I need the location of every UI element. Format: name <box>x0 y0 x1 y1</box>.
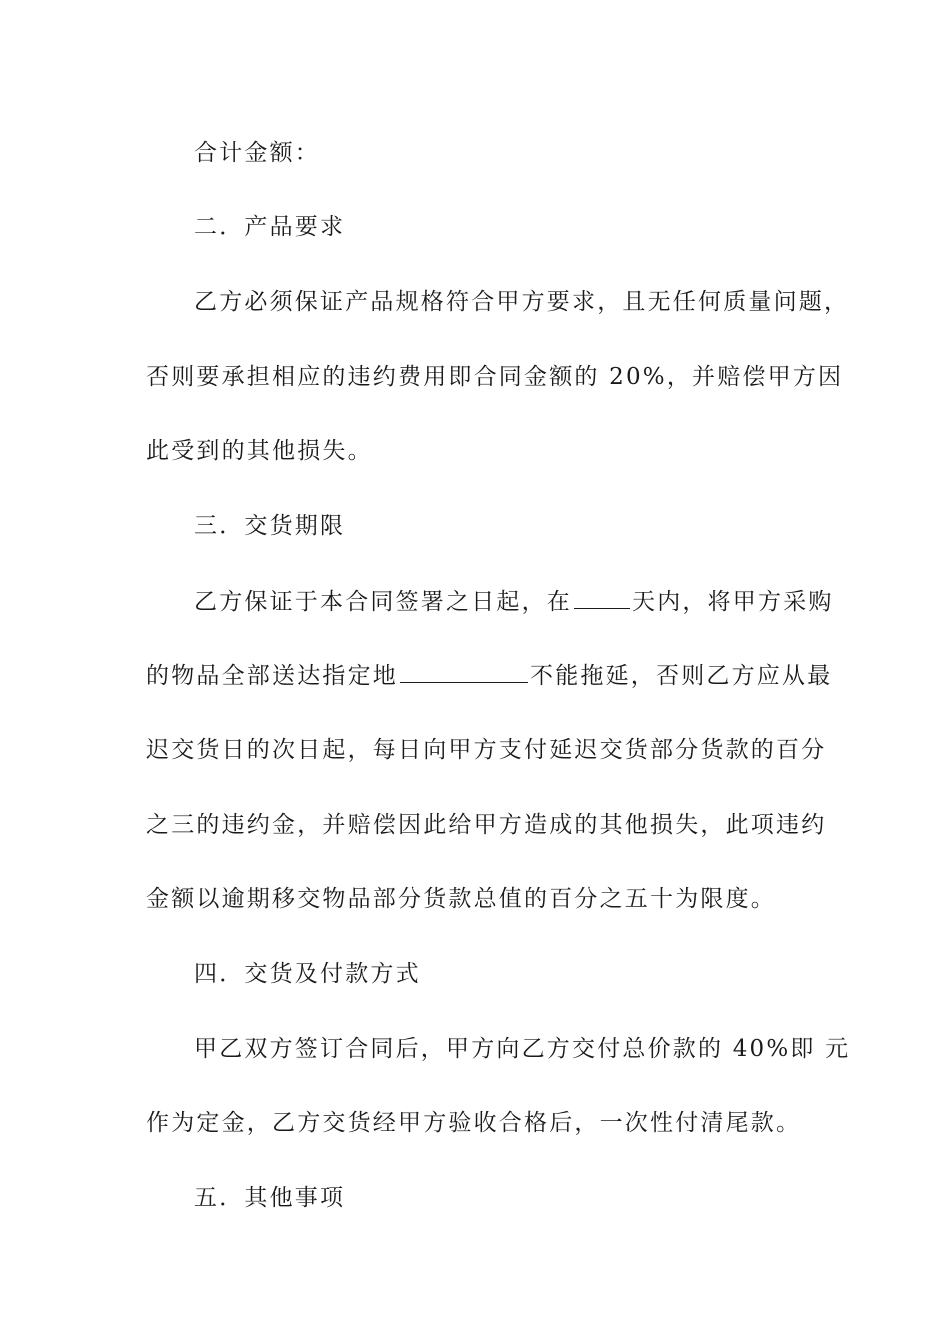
paragraph-line-with-blank <box>146 660 832 691</box>
paragraph-line: 金额以逾期移交物品部分货款总值的百分之五十为限度。 <box>146 886 776 912</box>
section-heading-delivery-deadline: 三．交货期限 <box>194 513 346 539</box>
fill-in-blank-days[interactable] <box>574 586 630 609</box>
paragraph-line-with-blank <box>194 586 834 617</box>
paragraph-line: 乙方必须保证产品规格符合甲方要求，且无任何质量问题， <box>194 289 850 315</box>
paragraph-text: 天内，将甲方采购 <box>632 589 834 615</box>
section-heading-other-matters: 五．其他事项 <box>194 1185 346 1211</box>
paragraph-line: 此受到的其他损失。 <box>146 438 373 464</box>
paragraph-line: 之三的违约金，并赔偿因此给甲方造成的其他损失，此项违约 <box>146 812 827 838</box>
total-amount-label: 合计金额： <box>194 140 320 166</box>
paragraph-line: 作为定金，乙方交货经甲方验收合格后，一次性付清尾款。 <box>146 1110 802 1136</box>
section-heading-delivery-payment: 四．交货及付款方式 <box>194 961 421 987</box>
section-heading-product-requirements: 二．产品要求 <box>194 214 346 240</box>
paragraph-text: 乙方保证于本合同签署之日起，在 <box>194 589 572 615</box>
paragraph-text: 不能拖延，否则乙方应从最 <box>530 663 833 689</box>
paragraph-line: 否则要承担相应的违约费用即合同金额的 20%，并赔偿甲方因 <box>146 364 844 390</box>
paragraph-line: 甲乙双方签订合同后，甲方向乙方交付总价款的 40%即 元 <box>194 1036 851 1062</box>
paragraph-text: 的物品全部送达指定地 <box>146 663 398 689</box>
paragraph-line: 迟交货日的次日起，每日向甲方支付延迟交货部分货款的百分 <box>146 737 827 763</box>
fill-in-blank-location[interactable] <box>400 660 528 683</box>
